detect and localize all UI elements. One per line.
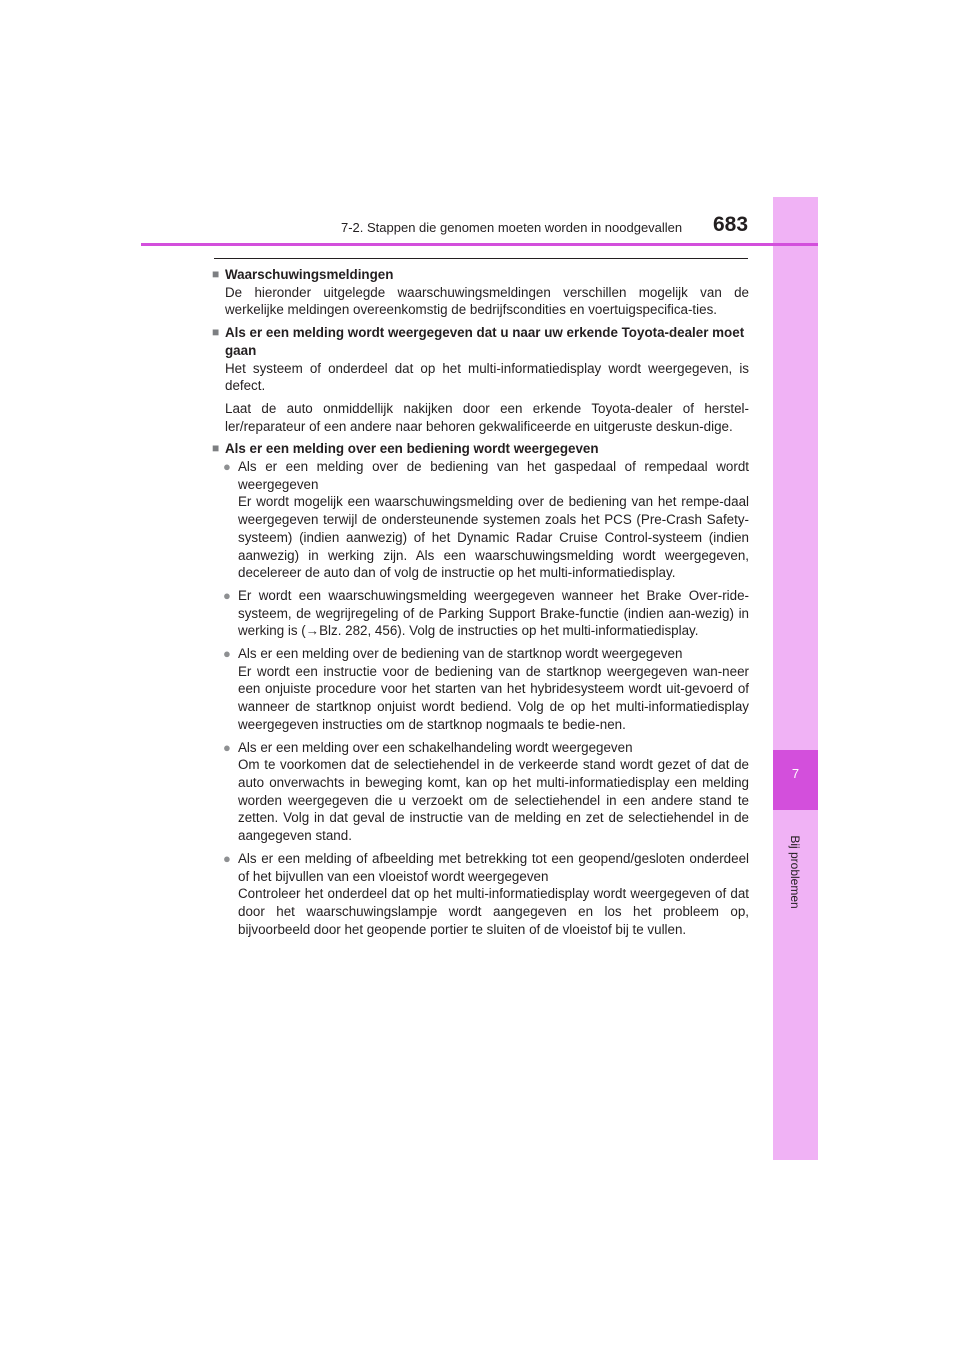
list-item (212, 850, 749, 939)
list-item-text: Er wordt een waarschuwingsmelding weergegeven wanneer het Brake Over-ride-systeem, de wegrijregeling of de Parking Support Brake-functie (indien aan-wezig) in werking is (→Blz. 282, 456). Volg de instructies op het multi-informatiedisplay. (238, 587, 749, 639)
section-title: Waarschuwingsmeldingen (225, 267, 394, 282)
round-bullet-icon: ● (223, 646, 231, 662)
chapter-label: Bij problemen (788, 835, 802, 909)
square-bullet-icon: ■ (212, 267, 220, 281)
square-bullet-icon: ■ (212, 441, 220, 456)
list-item (212, 458, 749, 582)
list-item (212, 587, 749, 640)
page-number: 683 (713, 213, 749, 236)
sidebar-band (773, 197, 818, 1160)
round-bullet-icon: ● (223, 850, 231, 866)
round-bullet-icon: ● (223, 459, 231, 475)
header-divider (141, 243, 818, 246)
list-item (212, 645, 749, 734)
header-title: 7-2. Stappen die genomen moeten worden in noodgevallen (341, 220, 683, 235)
square-bullet-icon: ■ (212, 325, 220, 340)
list-item-text: Als er een melding over de bediening van de startknop wordt weergegeven Er wordt een instructie voor de bediening van de startknop weergegeven wan-neer een onjuiste procedure voor het starten van het hybridesysteem wordt uit-gevoerd of wanneer de startknop onjuist wordt bediend. Volg de op het multi-informatiedisplay weergegeven instructies om de startknop nogmaals te bedie-nen. (238, 646, 749, 732)
paragraph: Het systeem of onderdeel dat op het multi-informatiedisplay wordt weergegeven, is defect. (225, 360, 749, 394)
section-title: Als er een melding wordt weergegeven dat u naar uw erkende Toyota-dealer moet gaan (225, 325, 745, 358)
section-heading (212, 324, 749, 359)
paragraph: De hieronder uitgelegde waarschuwingsmeldingen verschillen mogelijk van de werkelijke meldingen overeenkomstig de bedrijfscondities en voertuigspecifica-ties. (225, 284, 749, 318)
section-dealer-message (212, 324, 749, 435)
content-rule (214, 258, 748, 259)
round-bullet-icon: ● (223, 587, 231, 603)
chapter-number: 7 (791, 766, 800, 781)
round-bullet-icon: ● (223, 739, 231, 755)
list-item-text: Als er een melding of afbeelding met betrekking tot een geopend/gesloten onderdeel of het bijvullen van een vloeistof wordt weergegeven Controleer het onderdeel dat op het multi-informatiedisplay wordt weergegeven of dat door het waarschuwingslampje wordt aangegeven en los het probleem op, bijvoorbeeld door het geopende portier te sluiten of de vloeistof bij te vullen. (238, 850, 749, 937)
section-heading (212, 440, 749, 458)
list-item-text: Als er een melding over een schakelhandeling wordt weergegeven Om te voorkomen dat de selectiehendel in de verkeerde stand wordt gezet of dat de auto onverwachts in beweging komt, kan op het multi-informatiedisplay een melding worden weergegeven die u verzoekt om de selectiehendel in een andere stand te zetten. Volg in dat geval de instructie van de melding en zet de selectiehendel in de aangegeven stand. (238, 739, 749, 844)
paragraph: Laat de auto onmiddellijk nakijken door een erkende Toyota-dealer of herstel-ler/reparateur of een andere naar behoren gekwalificeerde en uitgeruste deskun-dige. (225, 400, 749, 434)
section-operation-message (212, 440, 749, 938)
list-item (212, 739, 749, 845)
content (212, 266, 749, 943)
section-warning-messages (212, 266, 749, 319)
section-heading (212, 266, 749, 284)
section-title: Als er een melding over een bediening wordt weergegeven (225, 441, 599, 457)
list-item-text: Als er een melding over de bediening van het gaspedaal of rempedaal wordt weergegeven Er wordt mogelijk een waarschuwingsmelding over de bediening van het rempe-daal weergegeven terwijl de ondersteunende systemen zoals het PCS (Pre-Crash Safety-systeem) (indien aanwezig) of het Dynamic Radar Cruise Control-systeem (indien aanwezig) in werking zijn. Als een waarschuwingsmelding wordt weergegeven, decelereer de auto dan of volg de instructie op het multi-informatiedisplay. (238, 459, 749, 581)
